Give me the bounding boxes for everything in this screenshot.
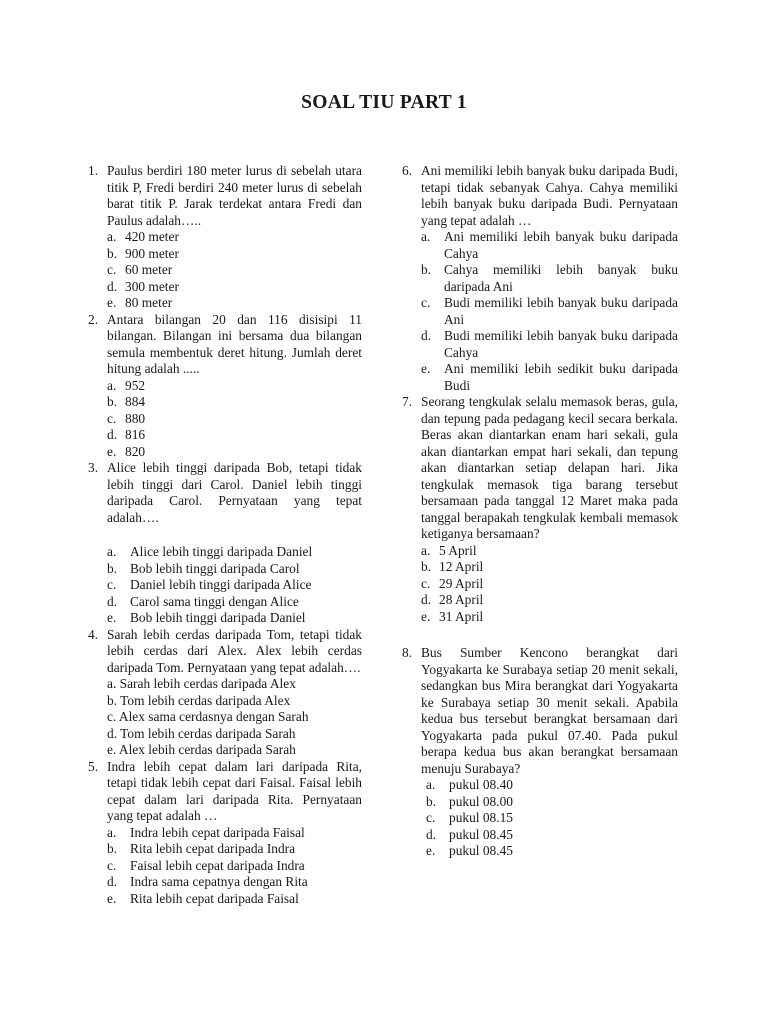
option-text: Alex lebih cerdas daripada Sarah [118,742,296,757]
option-a [421,543,678,560]
option-list [107,229,362,312]
question-6 [402,163,678,394]
option-b [426,794,678,811]
option-letter: e. [107,610,117,625]
option-text: 300 meter [125,278,179,294]
option-e [107,295,362,312]
option-letter: d. [107,427,118,442]
option-letter: e. [421,608,431,624]
option-letter: c. [107,857,117,873]
question-3 [88,460,362,627]
option-list [421,543,678,626]
option-d [107,594,362,611]
option-text: 31 April [439,608,484,624]
option-letter: b. [107,560,118,576]
question-text: Bus Sumber Kencono berangkat dari Yogyakarta ke Surabaya setiap 20 menit sekali, sedangkan bus Mira berangkat dari Yogyakarta ke Surabaya setiap 30 menit sekali. Apabila kedua bus tersebut berangkat bersamaan dari Yogyakarta pada pukul 07.40. Pada pukul berapa kedua bus akan berangkat bersamaan menuju Surabaya? [421,645,678,776]
question-8 [402,645,678,860]
option-e [107,742,362,759]
question-text: Indra lebih cepat dalam lari daripada Rita, tetapi tidak lebih cepat dari Faisal. Faisal lebih cepat dalam lari daripada Rita. Pernyataan yang tepat adalah … [107,758,362,823]
option-letter: e. [107,742,117,757]
option-letter: d. [107,725,118,741]
option-e [107,610,362,627]
option-list [107,825,362,908]
option-text: Budi memiliki lebih banyak buku daripada Cahya [444,328,678,360]
option-text: pukul 08.15 [449,810,513,825]
option-letter: e. [107,295,117,310]
option-a [107,825,362,842]
option-a [107,229,362,246]
option-letter: a. [107,377,117,393]
option-a [107,676,362,693]
option-d [107,427,362,444]
question-7 [402,394,678,625]
option-letter: a. [421,542,431,558]
option-text: Rita lebih cepat daripada Indra [130,841,296,856]
option-letter: c. [107,577,117,592]
option-letter: b. [107,841,118,856]
option-letter: c. [107,410,117,426]
option-letter: c. [421,295,431,310]
option-text: Tom lebih cerdas daripada Sarah [120,725,296,741]
option-letter: b. [421,559,432,574]
option-letter: d. [426,826,437,842]
option-letter: d. [421,592,432,607]
option-e [421,361,678,394]
page-title: SOAL TIU PART 1 [301,92,467,113]
question-text: Antara bilangan 20 dan 116 disisipi 11 bilangan. Bilangan ini bersama dua bilangan semula membentuk deret hitung. Jumlah deret hitung adalah ..... [107,311,362,376]
option-e [421,609,678,626]
option-e [107,891,362,908]
option-c [107,262,362,279]
option-text: Cahya memiliki lebih banyak buku daripada Ani [444,262,678,294]
option-a [107,378,362,395]
option-d [421,592,678,609]
option-letter: e. [426,843,436,858]
option-c [107,577,362,594]
option-text: Rita lebih cepat daripada Faisal [130,890,299,906]
option-d [426,827,678,844]
option-letter: a. [426,777,436,792]
option-a [107,544,362,561]
option-c [107,858,362,875]
option-text: 880 [125,410,146,426]
option-letter: c. [421,575,431,591]
option-letter: b. [107,394,118,409]
option-text: Sarah lebih cerdas daripada Alex [119,676,296,691]
option-text: pukul 08.45 [449,826,513,842]
option-b [421,262,678,295]
question-2 [88,312,362,461]
option-letter: e. [421,361,431,376]
right-column [402,163,678,860]
option-b [107,841,362,858]
option-letter: c. [107,262,117,277]
option-text: Indra lebih cepat daripada Faisal [130,824,305,840]
option-list [421,229,678,394]
option-letter: b. [107,692,118,708]
option-e [107,444,362,461]
option-text: Bob lebih tinggi daripada Daniel [130,610,306,625]
option-letter: a. [107,676,117,691]
option-text: Budi memiliki lebih banyak buku daripada Ani [444,295,678,327]
option-text: 80 meter [125,295,173,310]
question-number: 6. [402,163,413,178]
option-text: 900 meter [125,245,179,261]
option-b [107,394,362,411]
option-a [421,229,678,262]
option-text: Ani memiliki lebih sedikit buku daripada Budi [444,361,678,393]
option-letter: d. [107,593,118,609]
option-letter: d. [107,278,118,294]
question-number: 1. [88,163,99,178]
option-text: Alex sama cerdasnya dengan Sarah [118,709,309,724]
option-text: Bob lebih tinggi daripada Carol [130,560,300,576]
option-letter: b. [107,245,118,261]
option-list [107,544,362,627]
option-text: 820 [125,443,146,459]
question-number: 3. [88,460,99,475]
option-c [426,810,678,827]
question-number: 5. [88,758,99,774]
option-b [107,561,362,578]
option-text: 12 April [439,559,484,574]
option-a [426,777,678,794]
option-text: 884 [125,394,146,409]
option-letter: b. [426,793,437,809]
question-1 [88,163,362,312]
option-c [421,576,678,593]
option-list [107,676,362,759]
question-text: Paulus berdiri 180 meter lurus di sebelah utara titik P, Fredi berdiri 240 meter lurus di sebelah barat titik P. Jarak terdekat antara Fredi dan Paulus adalah….. [107,163,362,228]
option-c [421,295,678,328]
option-letter: a. [107,824,117,840]
option-text: 29 April [439,575,484,591]
option-letter: a. [421,229,431,244]
question-text: Sarah lebih cerdas daripada Tom, tetapi tidak lebih cerdas dari Alex. Alex lebih cerdas daripada Tom. Pernyataan yang tepat adalah…. [107,626,362,675]
question-number: 4. [88,626,99,642]
option-letter: c. [426,810,436,825]
option-letter: a. [107,544,117,559]
option-text: 816 [125,427,146,442]
question-text: Ani memiliki lebih banyak buku daripada Budi, tetapi tidak sebanyak Cahya. Cahya memiliki lebih banyak buku daripada Budi. Pernyataan yang tepat adalah … [421,163,678,228]
option-b [107,246,362,263]
option-text: Daniel lebih tinggi daripada Alice [130,577,312,592]
left-column [88,163,362,907]
option-text: Alice lebih tinggi daripada Daniel [130,544,313,559]
question-number: 7. [402,394,413,409]
option-text: 420 meter [125,229,179,244]
option-e [426,843,678,860]
question-text: Alice lebih tinggi daripada Bob, tetapi tidak lebih tinggi dari Carol. Daniel lebih tinggi daripada Carol. Pernyataan yang tepat adalah…. [107,460,362,525]
option-d [107,726,362,743]
option-letter: d. [107,874,118,889]
option-letter: e. [107,890,117,906]
option-text: 952 [125,377,146,393]
question-number: 8. [402,645,413,660]
option-text: 28 April [439,592,484,607]
option-text: pukul 08.45 [449,843,513,858]
option-list [107,378,362,461]
option-d [107,874,362,891]
option-c [107,709,362,726]
option-text: pukul 08.00 [449,793,513,809]
option-b [421,559,678,576]
option-d [107,279,362,296]
option-text: Faisal lebih cepat daripada Indra [130,857,305,873]
option-b [107,693,362,710]
question-number: 2. [88,311,99,327]
option-letter: b. [421,262,432,277]
option-letter: a. [107,229,117,244]
option-text: 5 April [439,542,477,558]
option-text: 60 meter [125,262,173,277]
option-text: Ani memiliki lebih banyak buku daripada Cahya [444,229,678,261]
question-4 [88,627,362,759]
option-letter: c. [107,709,117,724]
option-text: Indra sama cepatnya dengan Rita [130,874,308,889]
option-c [107,411,362,428]
option-text: Tom lebih cerdas daripada Alex [120,692,291,708]
option-letter: d. [421,328,432,343]
option-text: Carol sama tinggi dengan Alice [130,593,299,609]
option-letter: e. [107,443,117,459]
question-text: Seorang tengkulak selalu memasok beras, gula, dan tepung pada pedagang kecil secara berkala. Beras akan diantarkan enam hari sekali, gula akan diantarkan empat hari sekali, dan tepung akan diantarkan setiap delapan hari. Jika tengkulak memasok tiga barang tersebut bersamaan pada tanggal 12 Maret maka pada tanggal berapakah tengkulak kembali memasok ketiganya bersamaan? [421,394,678,541]
option-list [426,777,678,860]
option-text: pukul 08.40 [449,777,513,792]
option-d [421,328,678,361]
question-5 [88,759,362,908]
